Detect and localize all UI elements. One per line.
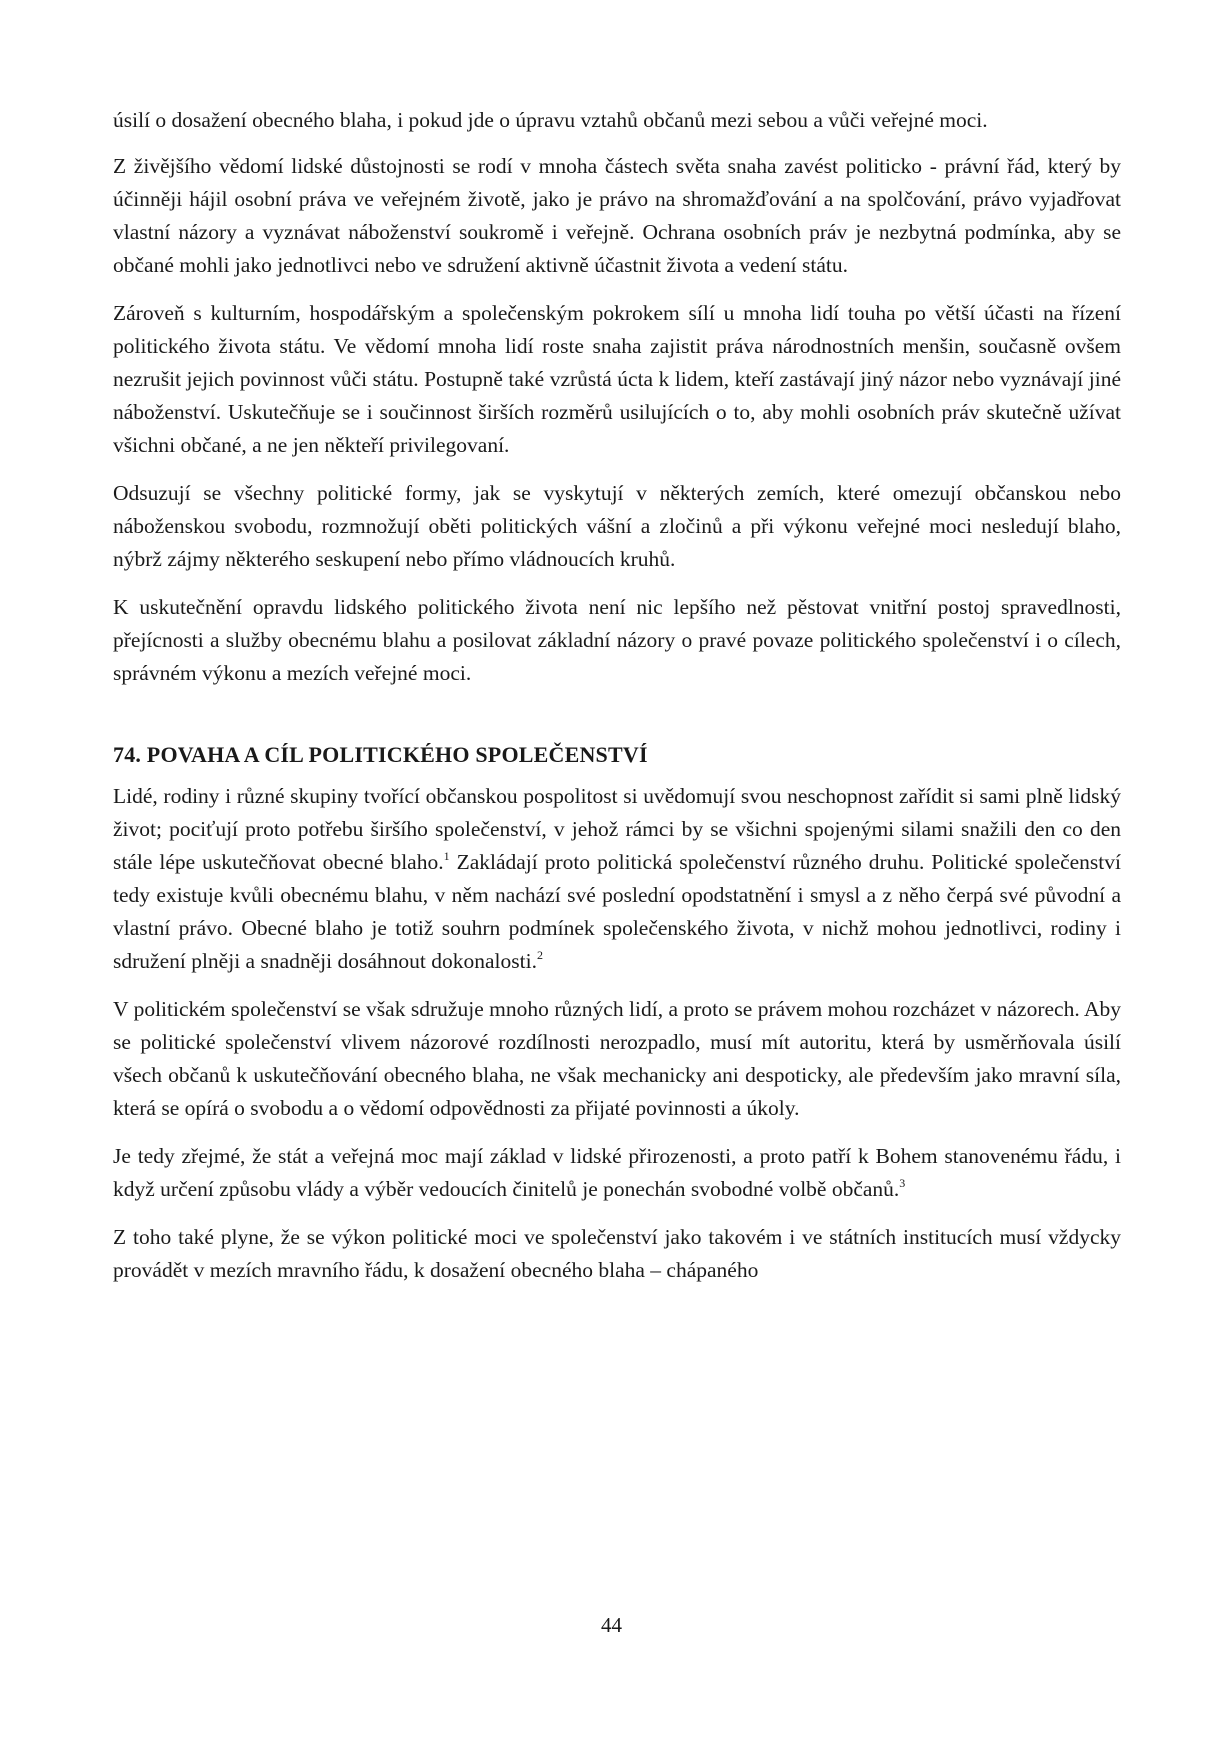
section-heading: 74. POVAHA A CÍL POLITICKÉHO SPOLEČENSTVÍ [113, 742, 648, 767]
paragraph-text: Zakládají proto politická společenství různého druhu. Politické společenství tedy existuje kvůli obecnému blahu, v něm nachází své poslední opodstatnění i smysl a z něho čerpá své původní a vlastní právo. Obecné blaho je totiž souhrn podmínek společenského života, v nichž mohou jednotlivci, rodiny i sdružení plněji a snadněji dosáhnout dokonalosti. [113, 850, 1122, 973]
paragraph-cultural-progress: Zároveň s kulturním, hospodářským a společenským pokrokem sílí u mnoha lidí touha po větší účasti na řízení politického života státu. Ve vědomí mnoha lidí roste snaha zajistit práva národnostních menšin, současně ovšem nezrušit jejich povinnost vůči státu. Postupně také vzrůstá úcta k lidem, kteří zastávají jiný názor nebo vyznávají jiné náboženství. Uskutečňuje se i součinnost širších rozměrů usilujících o to, aby mohli osobních práv skutečně užívat všichni občané, a ne jen někteří privilegovaní. [113, 301, 1121, 457]
paragraph-state-and-power [113, 1140, 1121, 1206]
page-body [113, 104, 1121, 1302]
footnote-marker: 2 [536, 948, 543, 962]
paragraph-moral-order: Z toho také plyne, že se výkon politické moci ve společenství jako takovém i ve státních institucích musí vždycky provádět v mezích mravního řádu, k dosažení obecného blaha – chápaného [113, 1225, 1121, 1282]
paragraph-political-forms: Odsuzují se všechny politické formy, jak se vyskytují v některých zemích, které omezují občanskou nebo náboženskou svobodu, rozmnožují oběti politických vášní a zločinů a při výkonu veřejné moci nesledují blaho, nýbrž zájmy některého seskupení nebo přímo vládnoucích kruhů. [113, 481, 1121, 571]
paragraph-continuation: úsilí o dosažení obecného blaha, i pokud jde o úpravu vztahů občanů mezi sebou a vůči veřejné moci. [113, 108, 988, 132]
page-number: 44 [601, 1613, 622, 1637]
footnote-marker: 1 [443, 849, 450, 863]
paragraph-text: Lidé, rodiny i různé skupiny tvořící občanskou pospolitost si uvědomují svou neschopnost zařídit si sami plně lidský život; pociťují proto potřebu širšího společenství, v jehož rámci by se všichni spojenými silami snažili den co den stále lépe uskutečňovat obecné blaho. [113, 784, 1121, 874]
paragraph-human-dignity: Z živějšího vědomí lidské důstojnosti se rodí v mnoha částech světa snaha zavést politicko - právní řád, který by účinněji hájil osobní práva ve veřejném životě, jako je právo na shromažďování a na spolčování, právo vyjadřovat vlastní názory a vyznávat náboženství soukromě i veřejně. Ochrana osobních práv je nezbytná podmínka, aby se občané mohli jako jednotlivci nebo ve sdružení aktivně účastnit života a vedení státu. [113, 154, 1121, 277]
paragraph-human-political-life: K uskutečnění opravdu lidského politického života není nic lepšího než pěstovat vnitřní postoj spravedlnosti, přejícnosti a služby obecnému blahu a posilovat základní názory o pravé povaze politického společenství i o cílech, správném výkonu a mezích veřejné moci. [113, 595, 1121, 685]
paragraph-authority: V politickém společenství se však sdružuje mnoho různých lidí, a proto se právem mohou rozcházet v názorech. Aby se politické společenství vlivem názorové rozdílnosti nerozpadlo, musí mít autoritu, která by usměrňovala úsilí všech občanů k uskutečňování obecného blaha, ne však mechanicky ani despoticky, ale především jako mravní síla, která se opírá o svobodu a o vědomí odpovědnosti za přijaté povinnosti a úkoly. [113, 997, 1121, 1120]
footnote-marker: 3 [899, 1176, 906, 1190]
paragraph-text: Je tedy zřejmé, že stát a veřejná moc mají základ v lidské přirozenosti, a proto patří k Bohem stanovenému řádu, i když určení způsobu vlády a výběr vedoucích činitelů je ponechán svobodné volbě občanů. [113, 1144, 1121, 1201]
paragraph-nature-of-community [113, 780, 1121, 978]
